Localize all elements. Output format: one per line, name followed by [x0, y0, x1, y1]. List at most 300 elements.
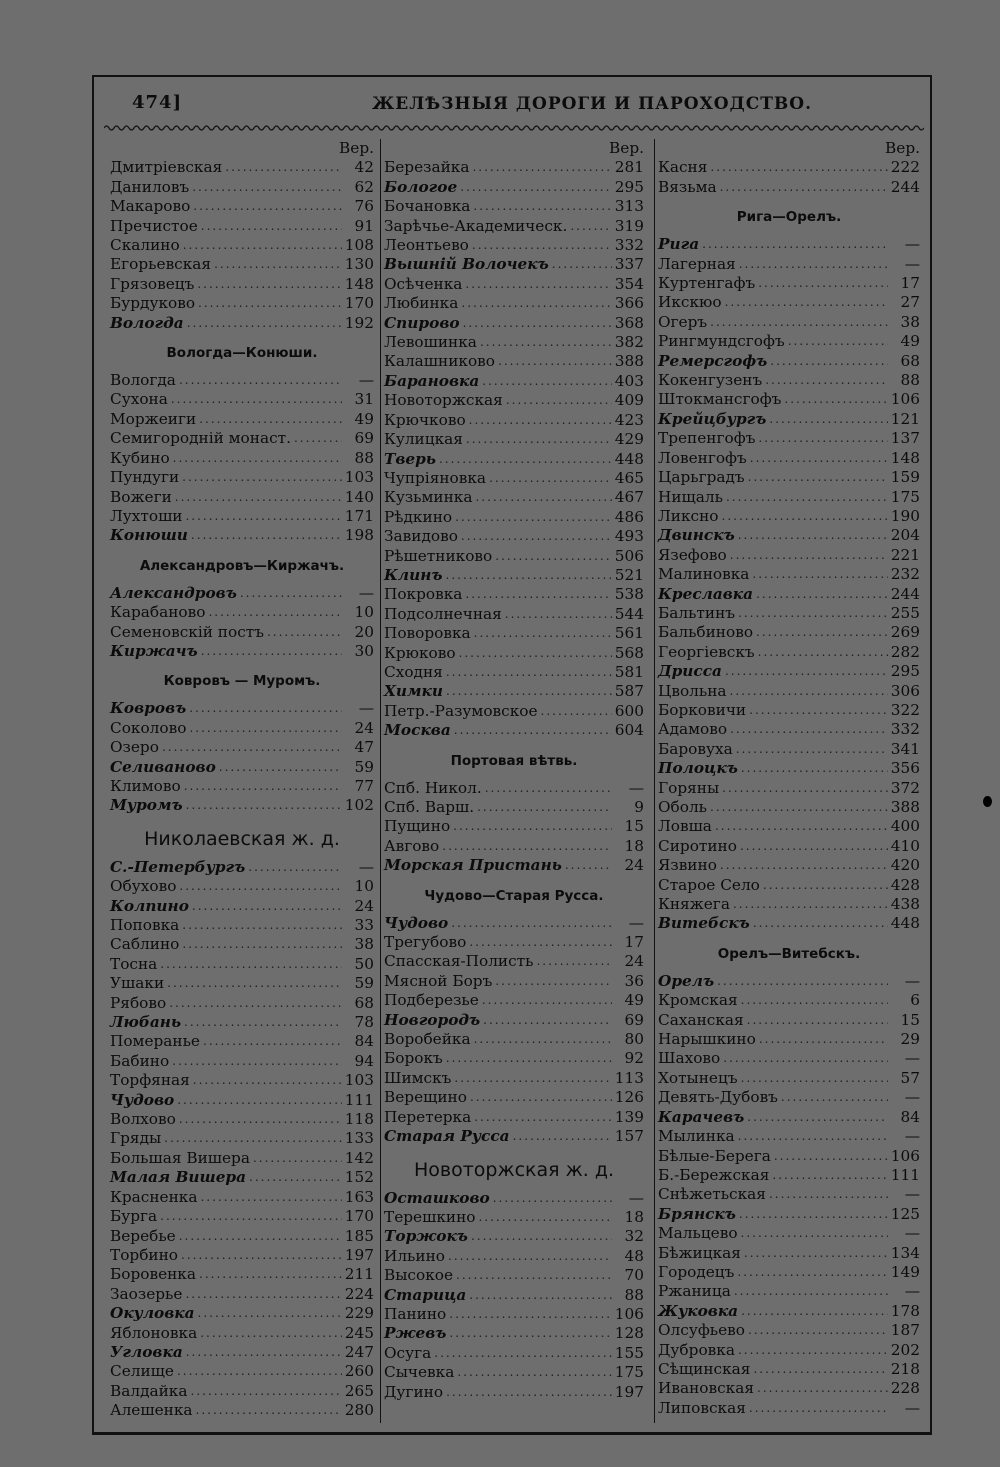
- station-row: [658, 410, 920, 429]
- dot-leader: [177, 1091, 342, 1110]
- dot-leader: [784, 390, 888, 409]
- dot-leader: [570, 217, 612, 236]
- distance-versts: 265: [344, 1381, 374, 1400]
- dot-leader: [722, 507, 889, 526]
- station-row: [384, 1286, 644, 1305]
- station-name: Старица: [384, 1285, 467, 1304]
- station-row: [110, 236, 374, 255]
- distance-versts: —: [904, 1398, 920, 1417]
- station-row: [384, 1030, 644, 1049]
- dot-leader: [198, 1304, 342, 1323]
- station-name: Морская Пристань: [384, 856, 562, 875]
- distance-versts: 38: [900, 312, 920, 331]
- station-name: Сухона: [110, 390, 168, 409]
- station-name: Спб. Никол.: [384, 778, 482, 797]
- distance-versts: 126: [614, 1088, 644, 1107]
- station-row: [658, 740, 920, 759]
- station-name: Воробейка: [384, 1030, 471, 1049]
- station-row: [658, 759, 920, 778]
- distance-versts: 15: [624, 817, 644, 836]
- station-row: [110, 994, 374, 1013]
- station-name: Тосна: [110, 954, 158, 973]
- station-name: Бочановка: [384, 197, 471, 216]
- station-name: Ликсно: [658, 506, 719, 525]
- station-row: [110, 390, 374, 409]
- distance-versts: 538: [614, 585, 644, 604]
- dot-leader: [187, 314, 342, 333]
- dot-leader: [769, 1185, 888, 1204]
- dot-leader: [730, 546, 888, 565]
- station-row: [658, 1049, 920, 1068]
- station-row: [110, 642, 374, 661]
- station-row: [658, 178, 920, 197]
- distance-versts: —: [358, 857, 374, 876]
- station-name: Адамово: [658, 720, 728, 739]
- station-row: [384, 1011, 644, 1030]
- dot-leader: [186, 1343, 342, 1362]
- station-name: Брянскъ: [658, 1204, 736, 1223]
- station-name: Старая Русса: [384, 1127, 510, 1146]
- dot-leader: [739, 1205, 888, 1224]
- station-name: Климово: [110, 776, 181, 795]
- distance-versts: 561: [614, 624, 644, 643]
- dot-leader: [267, 623, 342, 642]
- dot-leader: [738, 1341, 888, 1360]
- distance-versts: 134: [890, 1243, 920, 1262]
- station-name: Скалино: [110, 236, 180, 255]
- page-number: 474]: [132, 92, 183, 113]
- station-row: [384, 856, 644, 875]
- dot-leader: [192, 897, 342, 916]
- distance-versts: 18: [624, 1207, 644, 1226]
- station-row: [658, 293, 920, 312]
- distance-versts: 137: [890, 429, 920, 448]
- dot-leader: [177, 1362, 342, 1381]
- dot-leader: [765, 371, 888, 390]
- station-row: [384, 624, 644, 643]
- distance-versts: 49: [354, 409, 374, 428]
- station-name: Орелъ: [658, 971, 715, 990]
- distance-versts: 33: [354, 916, 374, 934]
- dot-leader: [726, 488, 888, 507]
- station-row: [658, 526, 920, 545]
- station-name: Нищаль: [658, 487, 723, 506]
- station-name: Снѣжетьская: [658, 1185, 766, 1204]
- station-row: [384, 914, 644, 933]
- station-row: [658, 1321, 920, 1340]
- station-name: Покровка: [384, 585, 463, 604]
- station-row: [110, 1246, 374, 1265]
- dot-leader: [179, 1227, 342, 1246]
- station-row: [110, 1265, 374, 1284]
- dot-leader: [772, 1166, 888, 1185]
- station-row: [658, 682, 920, 701]
- station-row: [384, 1208, 644, 1227]
- station-row: [658, 1166, 920, 1185]
- station-row: [658, 1127, 920, 1146]
- distance-versts: 281: [614, 158, 644, 177]
- dot-leader: [472, 236, 612, 255]
- dot-leader: [184, 777, 342, 796]
- dot-leader: [171, 390, 342, 409]
- dot-leader: [469, 411, 612, 430]
- distance-versts: 218: [890, 1359, 920, 1378]
- station-name: Осташково: [384, 1188, 490, 1207]
- dot-leader: [720, 856, 888, 875]
- distance-versts: 211: [344, 1265, 374, 1284]
- dot-leader: [253, 1149, 342, 1168]
- distance-versts: 80: [624, 1030, 644, 1049]
- station-row: [110, 1032, 374, 1051]
- station-name: Озеро: [110, 738, 159, 757]
- station-name: Поповка: [110, 916, 180, 934]
- dot-leader: [741, 991, 888, 1010]
- dot-leader: [475, 488, 612, 507]
- station-row: [110, 1227, 374, 1246]
- dot-leader: [189, 699, 342, 718]
- distance-versts: 92: [624, 1049, 644, 1068]
- station-name: Моржеиги: [110, 409, 197, 428]
- station-row: [658, 1108, 920, 1127]
- distance-versts: —: [904, 1224, 920, 1243]
- station-name: Касня: [658, 158, 708, 177]
- station-name: Спирово: [384, 313, 460, 332]
- station-name: Липовская: [658, 1398, 746, 1417]
- distance-versts: 142: [344, 1148, 374, 1167]
- dot-leader: [495, 547, 612, 566]
- dot-leader: [770, 352, 888, 371]
- station-row: [658, 158, 920, 177]
- station-row: [658, 390, 920, 409]
- station-row: [110, 858, 374, 877]
- distance-versts: 152: [344, 1168, 374, 1187]
- distance-versts: 24: [354, 718, 374, 737]
- station-name: Обухово: [110, 877, 177, 896]
- distance-versts: 175: [890, 487, 920, 506]
- station-name: Селище: [110, 1362, 174, 1381]
- station-name: Ильино: [384, 1246, 445, 1265]
- dot-leader: [434, 1344, 612, 1363]
- dot-leader: [201, 642, 342, 661]
- distance-versts: 506: [614, 546, 644, 565]
- station-name: Сѣщинская: [658, 1359, 751, 1378]
- dot-leader: [186, 796, 342, 815]
- dot-leader: [461, 294, 612, 313]
- station-row: [384, 682, 644, 701]
- station-name: Ловша: [658, 817, 712, 836]
- station-row: [658, 1360, 920, 1379]
- station-name: Борковичи: [658, 700, 747, 719]
- dot-leader: [753, 1360, 888, 1379]
- dot-leader: [449, 1324, 612, 1343]
- station-row: [384, 1088, 644, 1107]
- distance-versts: 467: [614, 488, 644, 507]
- station-row: [384, 314, 644, 333]
- distance-versts: —: [628, 778, 644, 797]
- station-row: [658, 1341, 920, 1360]
- dot-leader: [741, 759, 888, 778]
- distance-versts: 84: [354, 1032, 374, 1051]
- station-name: Б.-Бережская: [658, 1165, 770, 1184]
- dot-leader: [730, 720, 888, 739]
- dot-leader: [717, 972, 888, 991]
- distance-versts: —: [904, 1185, 920, 1204]
- station-row: [110, 1207, 374, 1226]
- station-row: [658, 991, 920, 1010]
- station-row: [658, 449, 920, 468]
- station-row: [110, 526, 374, 545]
- distance-versts: 94: [354, 1051, 374, 1070]
- station-row: [658, 623, 920, 642]
- station-row: [658, 585, 920, 604]
- distance-versts: —: [628, 913, 644, 932]
- station-row: [384, 1324, 644, 1343]
- distance-versts: 32: [624, 1227, 644, 1246]
- station-row: [658, 235, 920, 254]
- station-name: Волхово: [110, 1110, 176, 1129]
- station-name: Цвольна: [658, 681, 727, 700]
- station-name: Городецъ: [658, 1262, 735, 1281]
- distance-versts: 108: [344, 236, 374, 255]
- distance-versts: 29: [900, 1030, 920, 1049]
- station-name: Макарово: [110, 197, 191, 216]
- distance-versts: 313: [614, 197, 644, 216]
- station-name: Борокъ: [384, 1049, 443, 1068]
- station-row: [658, 1399, 920, 1418]
- station-row: [384, 391, 644, 410]
- station-row: [110, 429, 374, 448]
- station-row: [384, 1189, 644, 1208]
- station-name: Хотынецъ: [658, 1068, 738, 1087]
- station-name: Муромъ: [110, 796, 183, 815]
- distance-versts: 197: [614, 1382, 644, 1401]
- distance-versts: 106: [614, 1304, 644, 1323]
- dot-leader: [478, 1208, 612, 1227]
- station-name: Гряды: [110, 1129, 162, 1148]
- station-name: Петр.-Разумовское: [384, 701, 538, 720]
- station-name: Терешкино: [384, 1207, 476, 1226]
- dot-leader: [456, 1266, 612, 1285]
- dot-leader: [733, 895, 888, 914]
- dot-leader: [506, 391, 612, 410]
- dot-leader: [294, 429, 342, 448]
- dot-leader: [167, 974, 342, 993]
- station-row: [658, 1185, 920, 1204]
- station-name: Александровъ: [110, 583, 237, 602]
- station-row: [110, 699, 374, 718]
- station-row: [110, 935, 374, 954]
- dot-leader: [505, 605, 612, 624]
- dot-leader: [225, 158, 342, 177]
- station-row: [384, 1127, 644, 1146]
- dot-leader: [748, 468, 888, 487]
- distance-versts: 91: [354, 216, 374, 235]
- distance-versts: 356: [890, 759, 920, 778]
- dot-leader: [738, 526, 888, 545]
- line-heading: Чудово—Старая Русса.: [424, 887, 604, 904]
- dot-leader: [172, 1052, 342, 1071]
- dot-leader: [183, 236, 342, 255]
- dot-leader: [489, 469, 612, 488]
- station-column-2: [384, 139, 644, 1425]
- distance-versts: 465: [614, 468, 644, 487]
- station-name: Вологда: [110, 313, 184, 332]
- distance-versts: 17: [900, 274, 920, 293]
- distance-versts: 118: [344, 1110, 374, 1129]
- station-row: [658, 1302, 920, 1321]
- dot-leader: [219, 758, 342, 777]
- station-row: [110, 158, 374, 177]
- station-name: Дугино: [384, 1382, 444, 1401]
- distance-versts: 59: [354, 974, 374, 993]
- station-row: [384, 1344, 644, 1363]
- station-row: [384, 1266, 644, 1285]
- station-name: Колпино: [110, 896, 189, 915]
- station-name: Новгородъ: [384, 1010, 481, 1029]
- station-name: Бѣжицкая: [658, 1243, 741, 1262]
- distance-versts: 178: [890, 1301, 920, 1320]
- distance-versts: 27: [900, 293, 920, 312]
- dot-leader: [191, 1382, 343, 1401]
- station-row: [110, 488, 374, 507]
- dot-leader: [758, 429, 888, 448]
- distance-versts: 69: [624, 1010, 644, 1029]
- station-row: [658, 1282, 920, 1301]
- distance-versts: 568: [614, 643, 644, 662]
- dot-leader: [747, 1108, 888, 1127]
- station-row: [658, 488, 920, 507]
- distance-versts: 148: [344, 274, 374, 293]
- dot-leader: [461, 527, 612, 546]
- dot-leader: [442, 837, 612, 856]
- station-name: Георгіевскъ: [658, 642, 755, 661]
- dot-leader: [214, 255, 342, 274]
- distance-versts: 69: [354, 429, 374, 448]
- dot-leader: [465, 275, 612, 294]
- station-name: Ковровъ: [110, 699, 187, 718]
- station-name: Бурга: [110, 1207, 158, 1226]
- station-name: Ловенгофъ: [658, 448, 747, 467]
- station-row: [110, 1129, 374, 1148]
- distance-versts: 420: [890, 856, 920, 875]
- station-name: Спасская-Полисть: [384, 952, 534, 971]
- station-row: [384, 798, 644, 817]
- station-name: Жуковка: [658, 1301, 739, 1320]
- distance-versts: 332: [890, 720, 920, 739]
- station-name: Дмитрiевская: [110, 158, 223, 177]
- distance-versts: 295: [614, 177, 644, 196]
- dot-leader: [741, 1302, 888, 1321]
- dot-leader: [193, 1071, 342, 1090]
- distance-versts: 148: [890, 448, 920, 467]
- line-heading: Александровъ—Киржачъ.: [139, 557, 345, 574]
- distance-versts: 228: [890, 1379, 920, 1398]
- station-name: Осуга: [384, 1343, 432, 1362]
- dot-leader: [473, 197, 612, 216]
- dot-leader: [200, 1324, 342, 1343]
- dot-leader: [541, 702, 612, 721]
- distance-versts: 260: [344, 1362, 374, 1381]
- dot-leader: [208, 603, 342, 622]
- station-name: Высокое: [384, 1266, 454, 1285]
- station-row: [110, 1285, 374, 1304]
- station-name: Перетерка: [384, 1107, 472, 1126]
- station-name: Вожеги: [110, 487, 172, 506]
- station-row: [384, 1108, 644, 1127]
- distance-versts: 368: [614, 313, 644, 332]
- distance-versts: 544: [614, 604, 644, 623]
- distance-versts: 24: [624, 952, 644, 971]
- station-row: [110, 468, 374, 487]
- station-name: Поворовка: [384, 624, 471, 643]
- station-row: [658, 371, 920, 390]
- station-row: [658, 1011, 920, 1030]
- dot-leader: [182, 468, 342, 487]
- station-row: [110, 758, 374, 777]
- station-name: Малиновка: [658, 565, 750, 584]
- dot-leader: [723, 1049, 888, 1068]
- dot-leader: [739, 255, 888, 274]
- dot-leader: [513, 1127, 612, 1146]
- station-name: Яблоновка: [110, 1323, 198, 1342]
- station-name: Язефово: [658, 545, 727, 564]
- station-name: Девять-Дубовъ: [658, 1088, 778, 1107]
- dot-leader: [774, 1147, 888, 1166]
- distance-versts: —: [904, 1282, 920, 1301]
- station-row: [658, 972, 920, 991]
- dot-leader: [160, 955, 342, 974]
- distance-versts: —: [358, 371, 374, 390]
- station-row: [110, 777, 374, 796]
- station-row: [384, 837, 644, 856]
- station-row: [658, 507, 920, 526]
- station-row: [110, 314, 374, 333]
- distance-versts: 428: [890, 875, 920, 894]
- station-row: [658, 1069, 920, 1088]
- line-heading: Портовая вѣтвь.: [450, 752, 578, 769]
- distance-versts: 581: [614, 662, 644, 681]
- station-row: [110, 916, 374, 935]
- station-row: [384, 547, 644, 566]
- station-row: [110, 955, 374, 974]
- station-name: Авгово: [384, 836, 440, 855]
- distance-versts: 521: [614, 565, 644, 584]
- wavy-rule: [104, 123, 924, 133]
- station-row: [110, 1343, 374, 1362]
- station-row: [384, 1363, 644, 1382]
- dot-leader: [769, 410, 888, 429]
- station-row: [384, 352, 644, 371]
- dot-leader: [763, 876, 888, 895]
- dot-leader: [756, 623, 888, 642]
- distance-versts: 24: [354, 896, 374, 915]
- dot-leader: [446, 1049, 612, 1068]
- station-name: Валдайка: [110, 1381, 188, 1400]
- dot-leader: [173, 449, 342, 468]
- dot-leader: [758, 643, 888, 662]
- dot-leader: [788, 332, 888, 351]
- distance-versts: 68: [900, 351, 920, 370]
- distance-versts: 282: [890, 642, 920, 661]
- dot-leader: [169, 994, 342, 1013]
- station-name: Кузьминка: [384, 488, 473, 507]
- station-name: Веребье: [110, 1226, 176, 1245]
- dot-leader: [185, 1285, 342, 1304]
- distance-versts: 438: [890, 895, 920, 914]
- railway-heading: Николаевская ж. д.: [144, 827, 340, 850]
- distance-versts: 232: [890, 565, 920, 584]
- distance-versts: 185: [344, 1226, 374, 1245]
